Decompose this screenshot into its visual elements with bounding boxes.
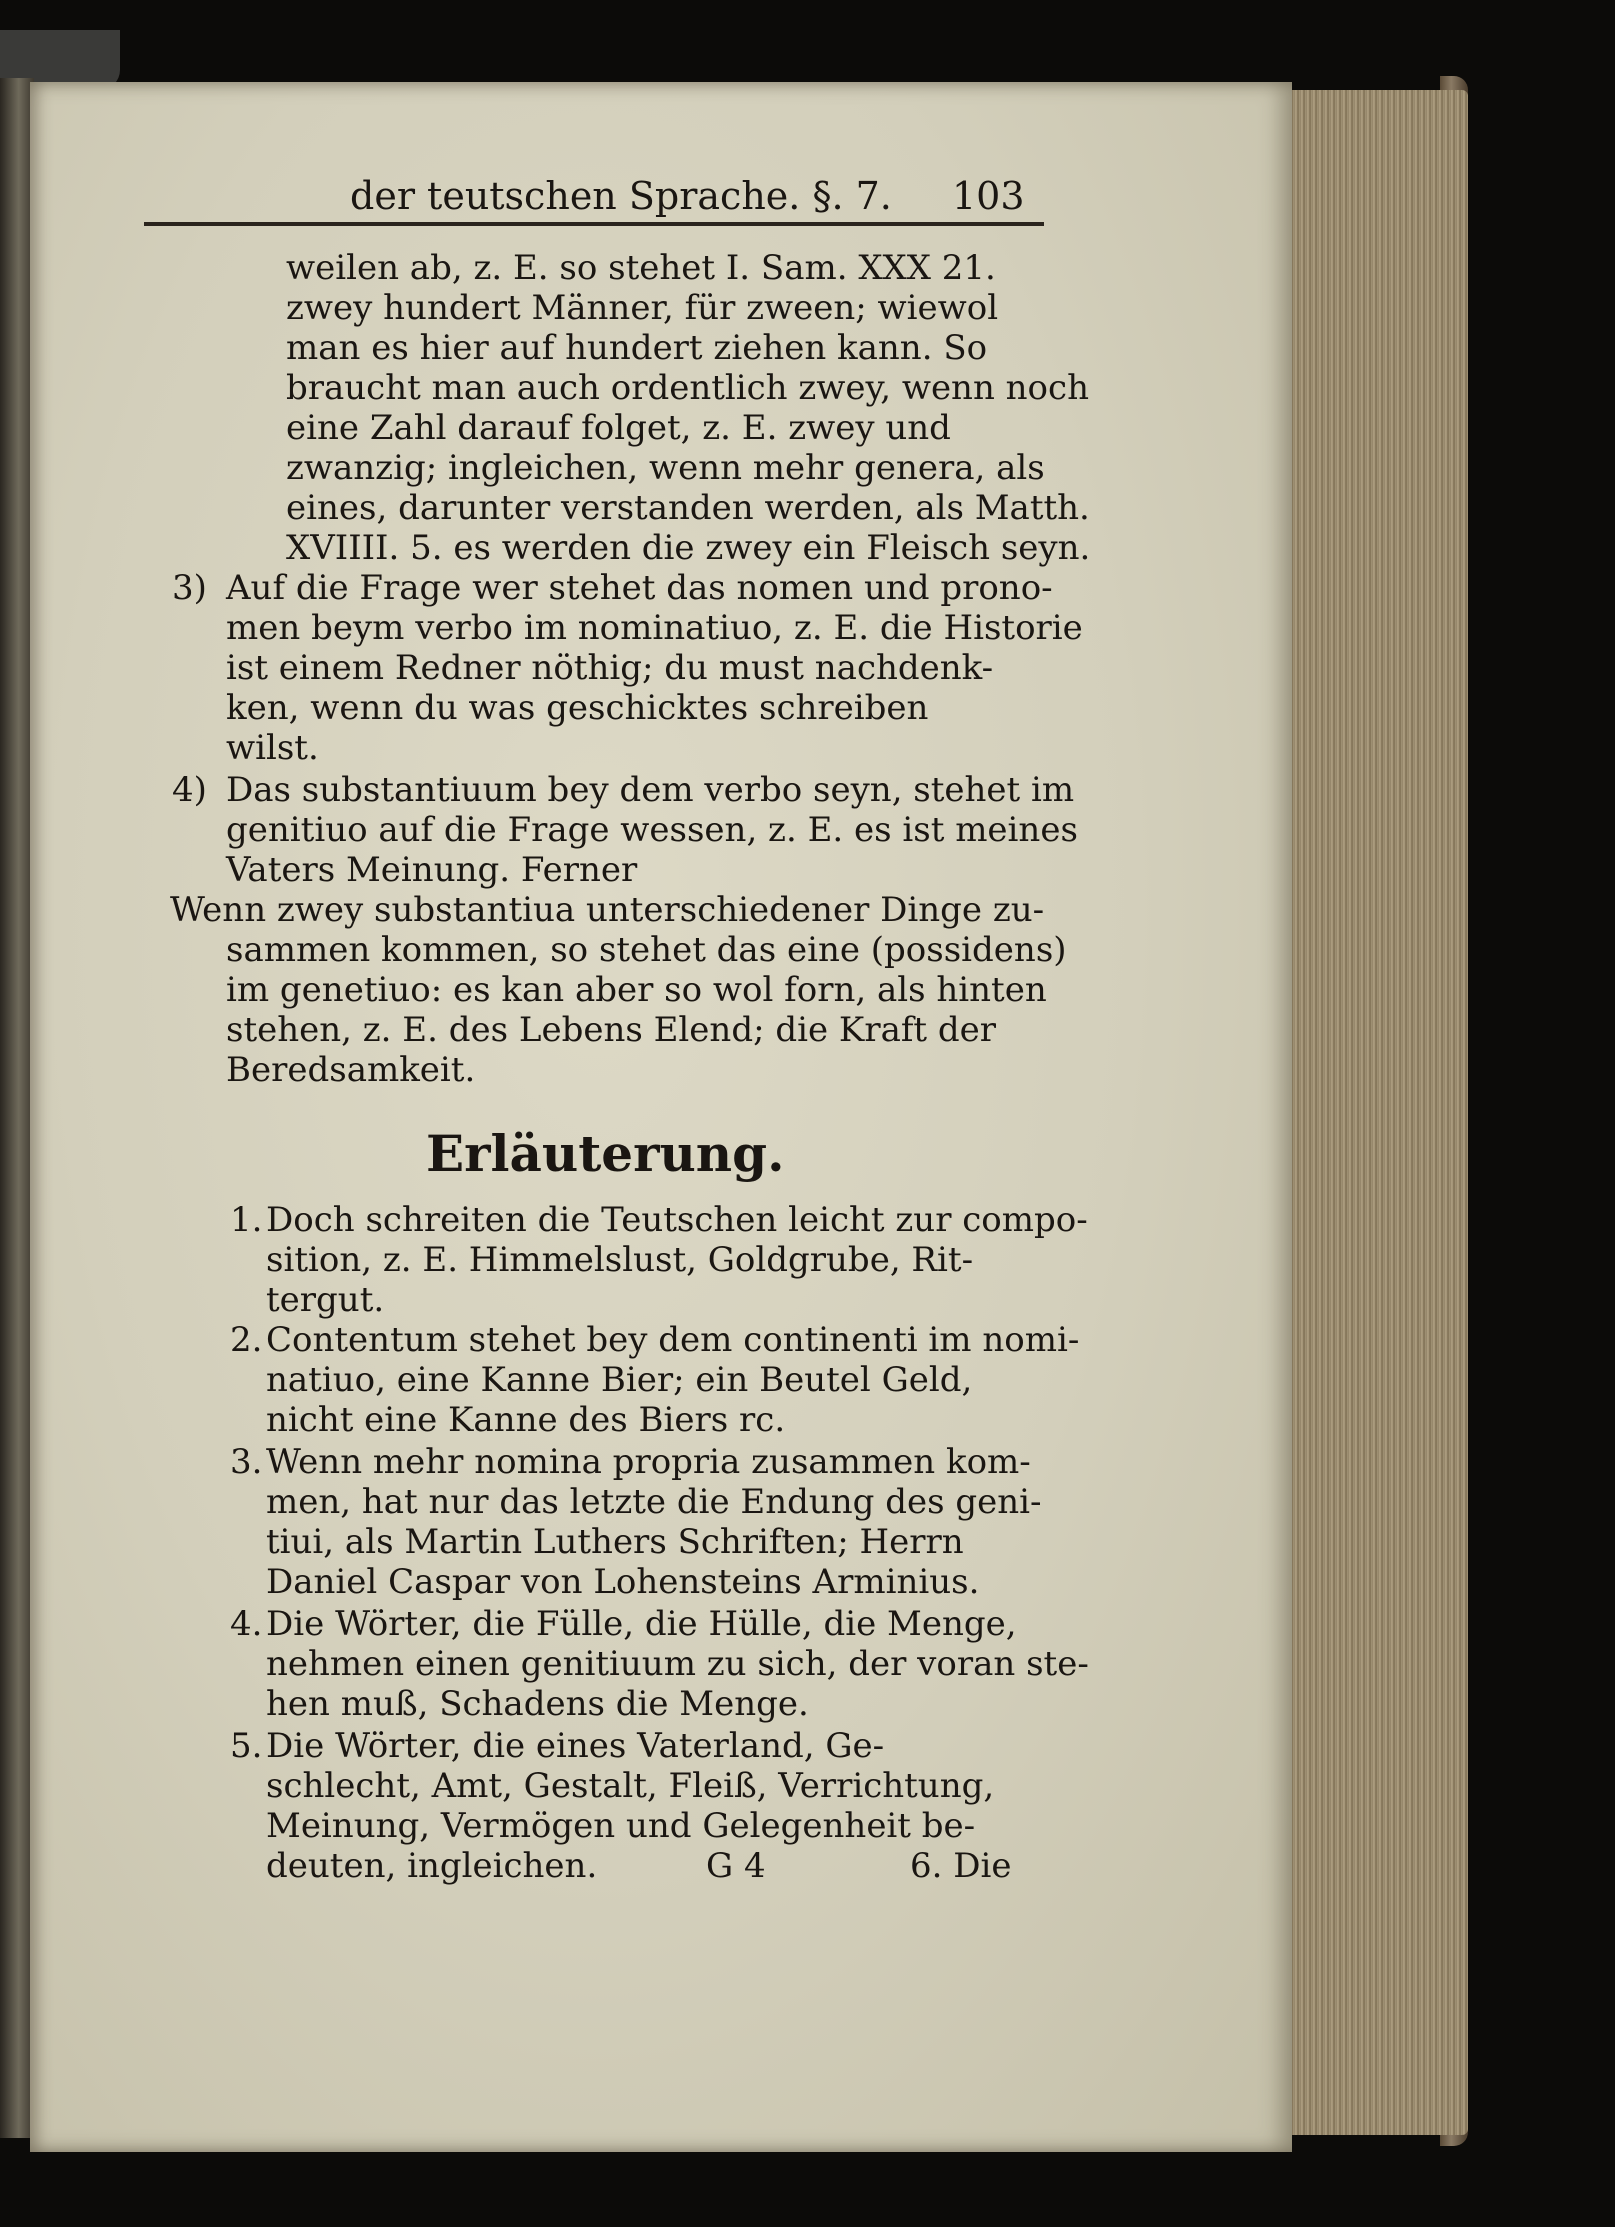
- text-line: ken, wenn du was geschicktes schreiben: [226, 688, 929, 728]
- rule-marker: 4): [172, 770, 207, 810]
- text-line: Beredsamkeit.: [226, 1050, 476, 1090]
- text-line: Doch schreiten die Teutschen leicht zur compo-: [266, 1200, 1088, 1240]
- text-line: tergut.: [266, 1280, 385, 1320]
- text-line: Die Wörter, die eines Vaterland, Ge-: [266, 1726, 885, 1766]
- running-title: der teutschen Sprache. §. 7.: [350, 174, 892, 218]
- text-line: Daniel Caspar von Lohensteins Arminius.: [266, 1562, 980, 1602]
- text-line: deuten, ingleichen.: [266, 1846, 598, 1886]
- text-line: hen muß, Schadens die Menge.: [266, 1684, 809, 1724]
- text-line: genitiuo auf die Frage wessen, z. E. es ist meines: [226, 810, 1078, 850]
- rule-marker: 3): [172, 568, 207, 608]
- text-line: natiuo, eine Kanne Bier; ein Beutel Geld,: [266, 1360, 973, 1400]
- text-line: sition, z. E. Himmelslust, Goldgrube, Rit-: [266, 1240, 974, 1280]
- text-line: eine Zahl darauf folget, z. E. zwey und: [286, 408, 951, 448]
- note-marker: 1.: [230, 1200, 263, 1240]
- text-line: sammen kommen, so stehet das eine (possidens): [226, 930, 1067, 970]
- header-rule: [144, 222, 1044, 226]
- text-line: man es hier auf hundert ziehen kann. So: [286, 328, 988, 368]
- text-line: Wenn zwey substantiua unterschiedener Dinge zu-: [170, 890, 1045, 930]
- text-line: Contentum stehet bey dem continenti im nomi-: [266, 1320, 1080, 1360]
- note-marker: 5.: [230, 1726, 263, 1766]
- page-edges: [1288, 90, 1468, 2135]
- book-page: [30, 82, 1292, 2152]
- text-line: XVIIII. 5. es werden die zwey ein Fleisch seyn.: [286, 528, 1091, 568]
- book-spine: [0, 78, 34, 2138]
- note-marker: 4.: [230, 1604, 263, 1644]
- text-line: braucht man auch ordentlich zwey, wenn noch: [286, 368, 1089, 408]
- text-line: Meinung, Vermögen und Gelegenheit be-: [266, 1806, 976, 1846]
- section-heading: Erläuterung.: [426, 1124, 785, 1183]
- note-marker: 3.: [230, 1442, 263, 1482]
- text-line: men beym verbo im nominatiuo, z. E. die Historie: [226, 608, 1083, 648]
- note-marker: 2.: [230, 1320, 263, 1360]
- text-line: tiui, als Martin Luthers Schriften; Herrn: [266, 1522, 964, 1562]
- text-line: Die Wörter, die Fülle, die Hülle, die Menge,: [266, 1604, 1017, 1644]
- text-line: zwey hundert Männer, für zween; wiewol: [286, 288, 999, 328]
- text-line: Vaters Meinung. Ferner: [226, 850, 638, 890]
- text-line: eines, darunter verstanden werden, als Matth.: [286, 488, 1090, 528]
- text-line: Wenn mehr nomina propria zusammen kom-: [266, 1442, 1031, 1482]
- catchword: 6. Die: [910, 1846, 1012, 1886]
- text-line: Das substantiuum bey dem verbo seyn, stehet im: [226, 770, 1075, 810]
- text-line: wilst.: [226, 728, 319, 768]
- text-line: stehen, z. E. des Lebens Elend; die Kraft der: [226, 1010, 997, 1050]
- text-line: nehmen einen genitiuum zu sich, der voran ste-: [266, 1644, 1089, 1684]
- page-content: [30, 82, 1292, 2152]
- page-number: 103: [952, 174, 1025, 218]
- text-line: schlecht, Amt, Gestalt, Fleiß, Verrichtung,: [266, 1766, 995, 1806]
- text-line: zwanzig; ingleichen, wenn mehr genera, als: [286, 448, 1045, 488]
- text-line: weilen ab, z. E. so stehet I. Sam. XXX 21.: [286, 248, 996, 288]
- text-line: im genetiuo: es kan aber so wol forn, als hinten: [226, 970, 1047, 1010]
- text-line: men, hat nur das letzte die Endung des geni-: [266, 1482, 1042, 1522]
- text-line: nicht eine Kanne des Biers rc.: [266, 1400, 786, 1440]
- running-header: [350, 166, 1070, 226]
- signature-mark: G 4: [706, 1846, 766, 1886]
- text-line: ist einem Redner nöthig; du must nachdenk-: [226, 648, 994, 688]
- text-line: Auf die Frage wer stehet das nomen und prono-: [226, 568, 1053, 608]
